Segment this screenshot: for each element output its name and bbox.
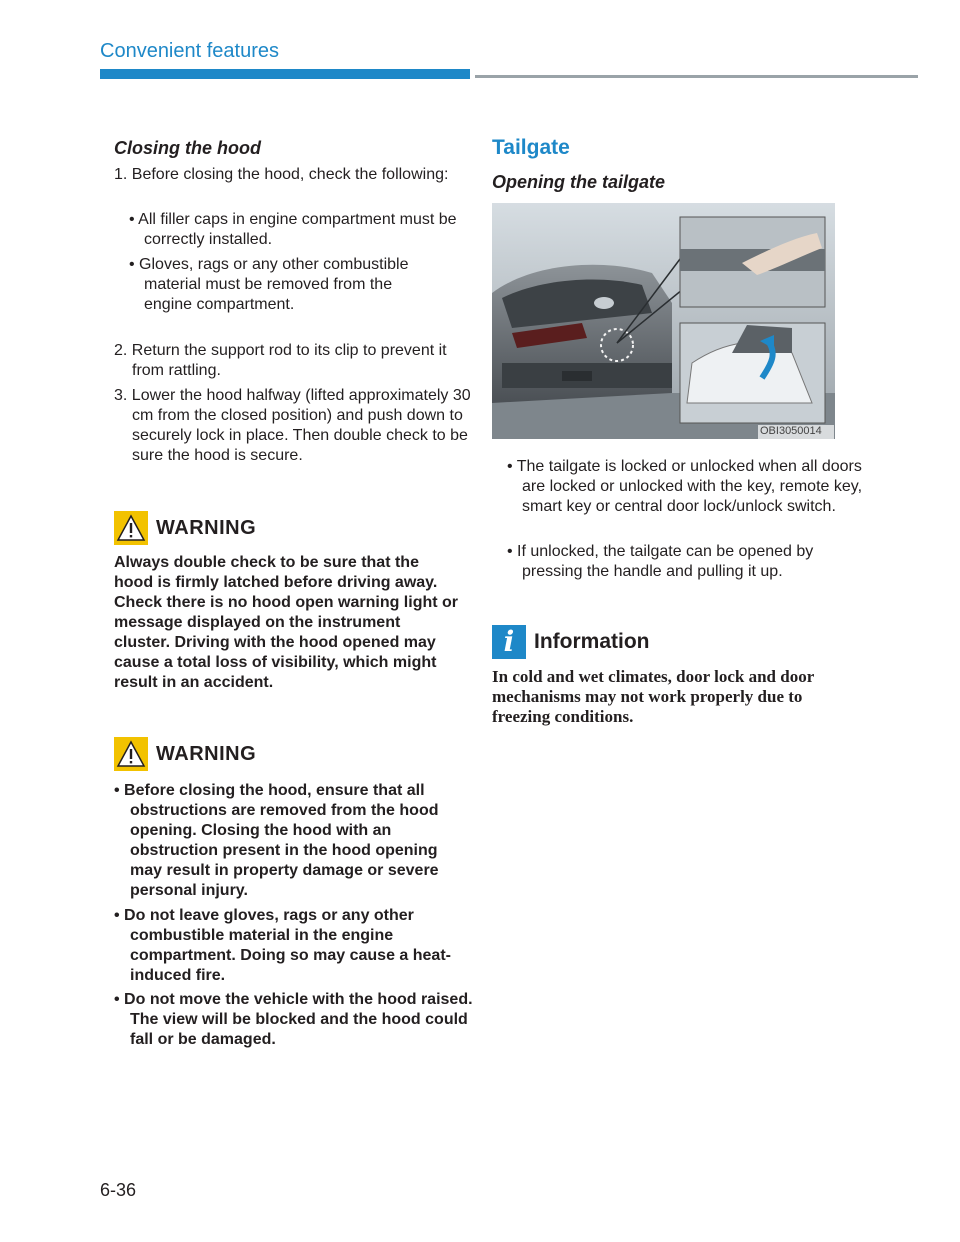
closing-hood-heading: Closing the hood bbox=[114, 138, 261, 158]
page-number: 6-36 bbox=[100, 1180, 137, 1200]
tailgate-figure-svg bbox=[492, 203, 835, 439]
step-2: 2. Return the support rod to its clip to prevent it from rattling. bbox=[114, 342, 447, 379]
information-header bbox=[492, 624, 650, 660]
warning-2-header bbox=[114, 737, 256, 771]
warning-2-item-3: • Do not move the vehicle with the hood raised. The view will be blocked and the hood could fall or be damaged. bbox=[114, 991, 473, 1048]
warning-triangle-icon bbox=[114, 511, 148, 545]
warning-1-header bbox=[114, 511, 256, 545]
chapter-title: Convenient features bbox=[100, 40, 280, 62]
info-icon: i bbox=[492, 625, 526, 659]
information-text: In cold and wet climates, door lock and door mechanisms may not work properly due to freezing conditions. bbox=[492, 667, 814, 726]
tailgate-bullet-2: • If unlocked, the tailgate can be opened by pressing the handle and pulling it up. bbox=[507, 543, 814, 580]
warning-2-item-1: • Before closing the hood, ensure that all obstructions are removed from the hood opening. Closing the hood with an obstruction present in the hood opening may result in property damage or severe personal injury. bbox=[114, 782, 439, 899]
warning-2-item-2: • Do not leave gloves, rags or any other combustible material in the engine compartment. Doing so may cause a heat-induced fire. bbox=[114, 907, 451, 984]
warning-2-title: WARNING bbox=[156, 742, 257, 765]
figure-code: OBI3050014 bbox=[760, 425, 822, 437]
step-3: 3. Lower the hood halfway (lifted approximately 30 cm from the closed position) and push down to securely lock in place. Then double check to be sure the hood is secure. bbox=[114, 387, 471, 464]
warning-1-text: Always double check to be sure that the hood is firmly latched before driving away. Check there is no hood open warning light or message displayed on the instrument cluster. Driving with the hood opened may cause a total loss of visibility, which might result in an accident. bbox=[114, 554, 459, 691]
tailgate-section-title: Tailgate bbox=[492, 136, 570, 159]
step-1-bullet-2: • Gloves, rags or any other combustible material must be removed from the engine compartment. bbox=[129, 256, 409, 313]
warning-1-title: WARNING bbox=[156, 516, 257, 539]
information-title: Information bbox=[534, 630, 650, 653]
step-1: 1. Before closing the hood, check the following: bbox=[114, 166, 449, 183]
tailgate-bullet-1: • The tailgate is locked or unlocked when all doors are locked or unlocked with the key, remote key, smart key or central door lock/unlock switch. bbox=[507, 458, 863, 515]
header-rule-thin bbox=[475, 75, 918, 78]
step-1-bullet-1: • All filler caps in engine compartment must be correctly installed. bbox=[129, 211, 457, 248]
header-rule-thick bbox=[100, 69, 470, 79]
warning-triangle-icon bbox=[114, 737, 148, 771]
opening-tailgate-heading: Opening the tailgate bbox=[492, 172, 666, 192]
tailgate-illustration bbox=[492, 203, 835, 439]
